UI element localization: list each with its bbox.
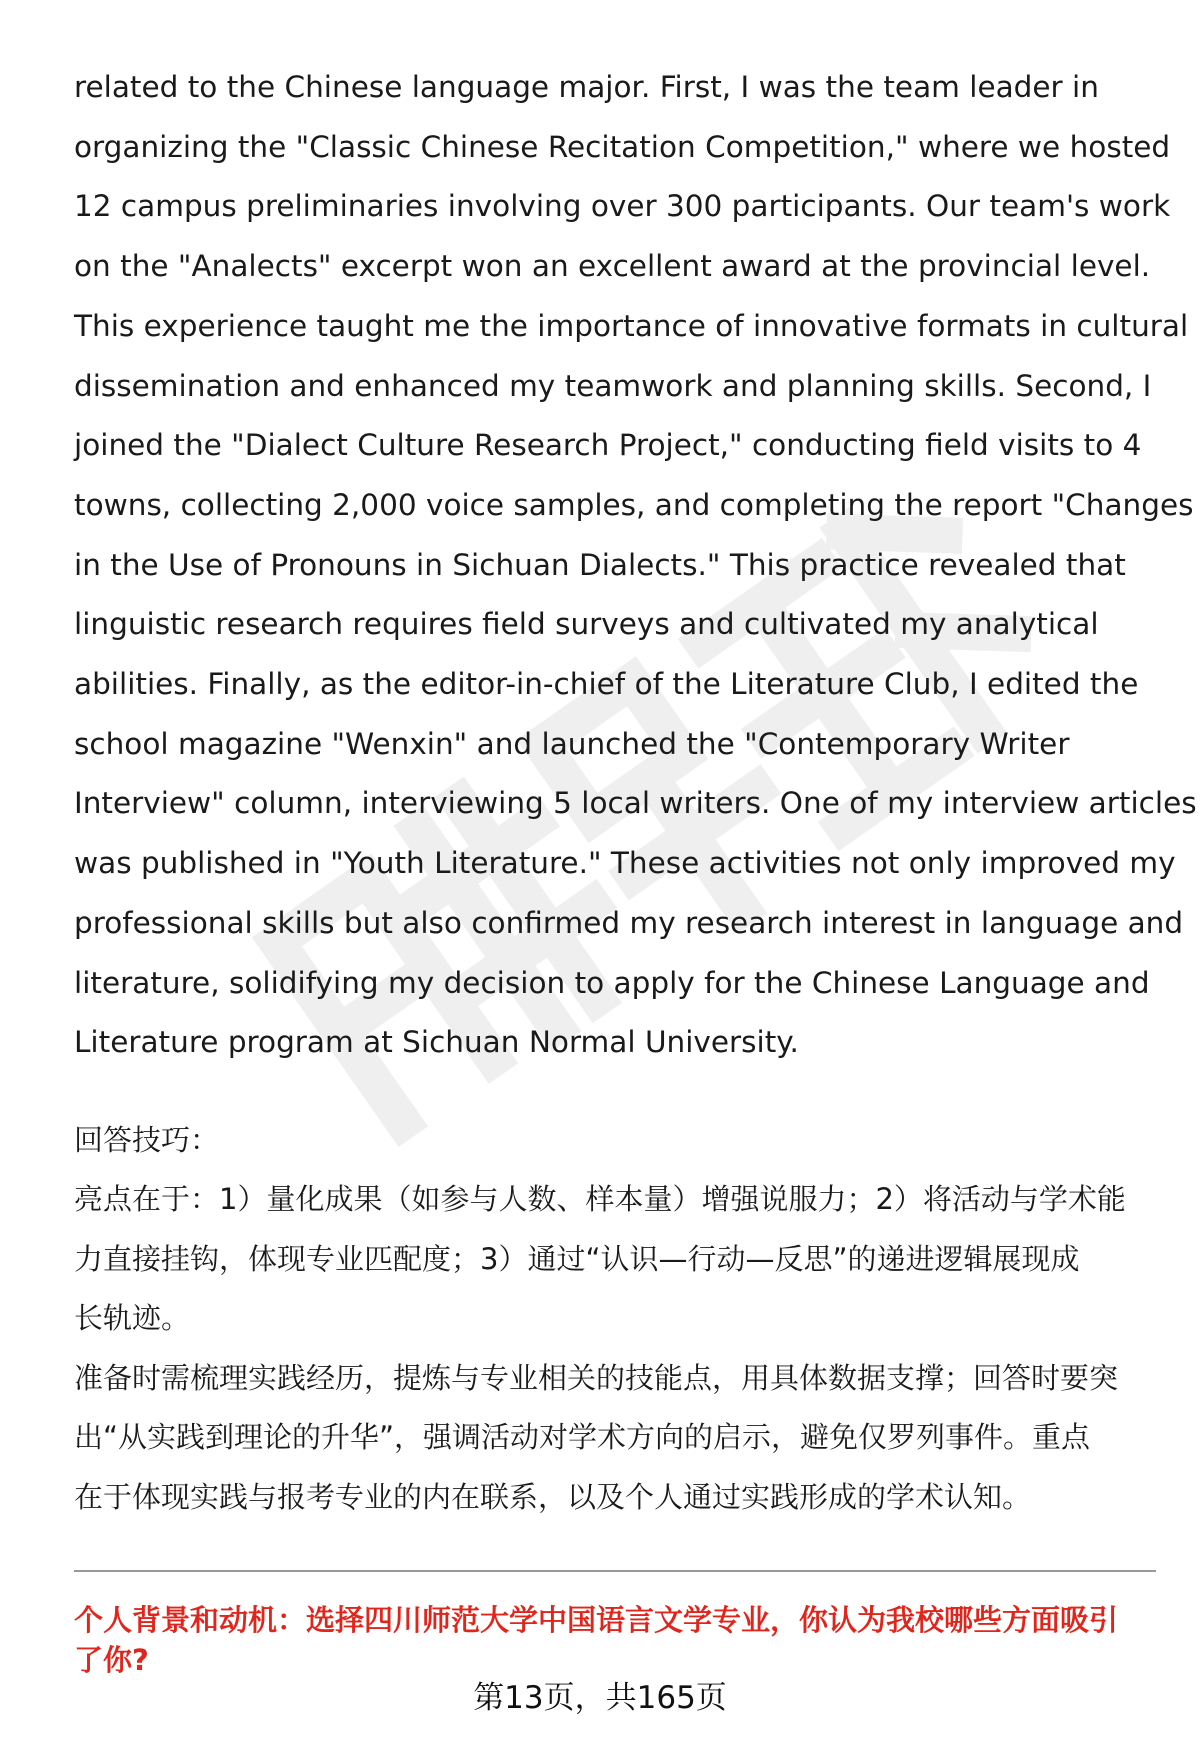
tips-line: 长轨迹。 [74,1301,191,1336]
english-answer-paragraph [74,0,1197,1073]
question-line: 了你? [74,1643,149,1677]
tips-line: 亮点在于：1）量化成果（如参与人数、样本量）增强说服力；2）将活动与学术能 [74,1182,1126,1217]
text-line: dissemination and enhanced my teamwork and planning skills. Second, I [74,368,1152,403]
text-line: Literature program at Sichuan Normal University. [74,1025,799,1060]
text-line: on the "Analects" excerpt won an excellent award at the provincial level. [74,249,1151,284]
text-line: abilities. Finally, as the editor-in-chief of the Literature Club, I edited the [74,667,1139,702]
text-line: 12 campus preliminaries involving over 300 participants. Our team's work [74,189,1171,224]
next-question-heading [74,1600,1156,1680]
text-line: linguistic research requires field surveys and cultivated my analytical [74,607,1099,642]
text-line: in the Use of Pronouns in Sichuan Dialects." This practice revealed that [74,547,1126,582]
page-number-footer: 第13页，共165页 [473,1680,727,1716]
text-line: literature, solidifying my decision to apply for the Chinese Language and [74,965,1150,1000]
tips-line: 力直接挂钩，体现专业匹配度；3）通过“认识—行动—反思”的递进逻辑展现成 [74,1241,1080,1276]
tips-line: 准备时需梳理实践经历，提炼与专业相关的技能点，用具体数据支撑；回答时要突 [74,1360,1119,1395]
text-line: was published in "Youth Literature." These activities not only improved my [74,846,1176,881]
document-page [74,0,1197,1527]
text-line: joined the "Dialect Culture Research Project," conducting field visits to 4 [74,428,1142,463]
text-line: towns, collecting 2,000 voice samples, and completing the report "Changes [74,487,1194,522]
tips-line: 在于体现实践与报考专业的内在联系，以及个人通过实践形成的学术认知。 [74,1479,1032,1514]
text-line: related to the Chinese language major. First, I was the team leader in [74,70,1099,104]
text-line: This experience taught me the importance of innovative formats in cultural [74,308,1189,343]
text-line: organizing the "Classic Chinese Recitation Competition," where we hosted [74,129,1171,164]
question-line: 个人背景和动机：选择四川师范大学中国语言文学专业，你认为我校哪些方面吸引 [74,1603,1119,1637]
tips-heading: 回答技巧： [74,1122,220,1157]
section-divider [74,1570,1156,1572]
text-line: professional skills but also confirmed my research interest in language and [74,905,1184,940]
text-line: school magazine "Wenxin" and launched the "Contemporary Writer [74,726,1070,761]
tips-line: 出“从实践到理论的升华”，强调活动对学术方向的启示，避免仅罗列事件。重点 [74,1420,1091,1455]
answer-tips-section [74,1111,1156,1528]
text-line: Interview" column, interviewing 5 local writers. One of my interview articles [74,786,1197,821]
